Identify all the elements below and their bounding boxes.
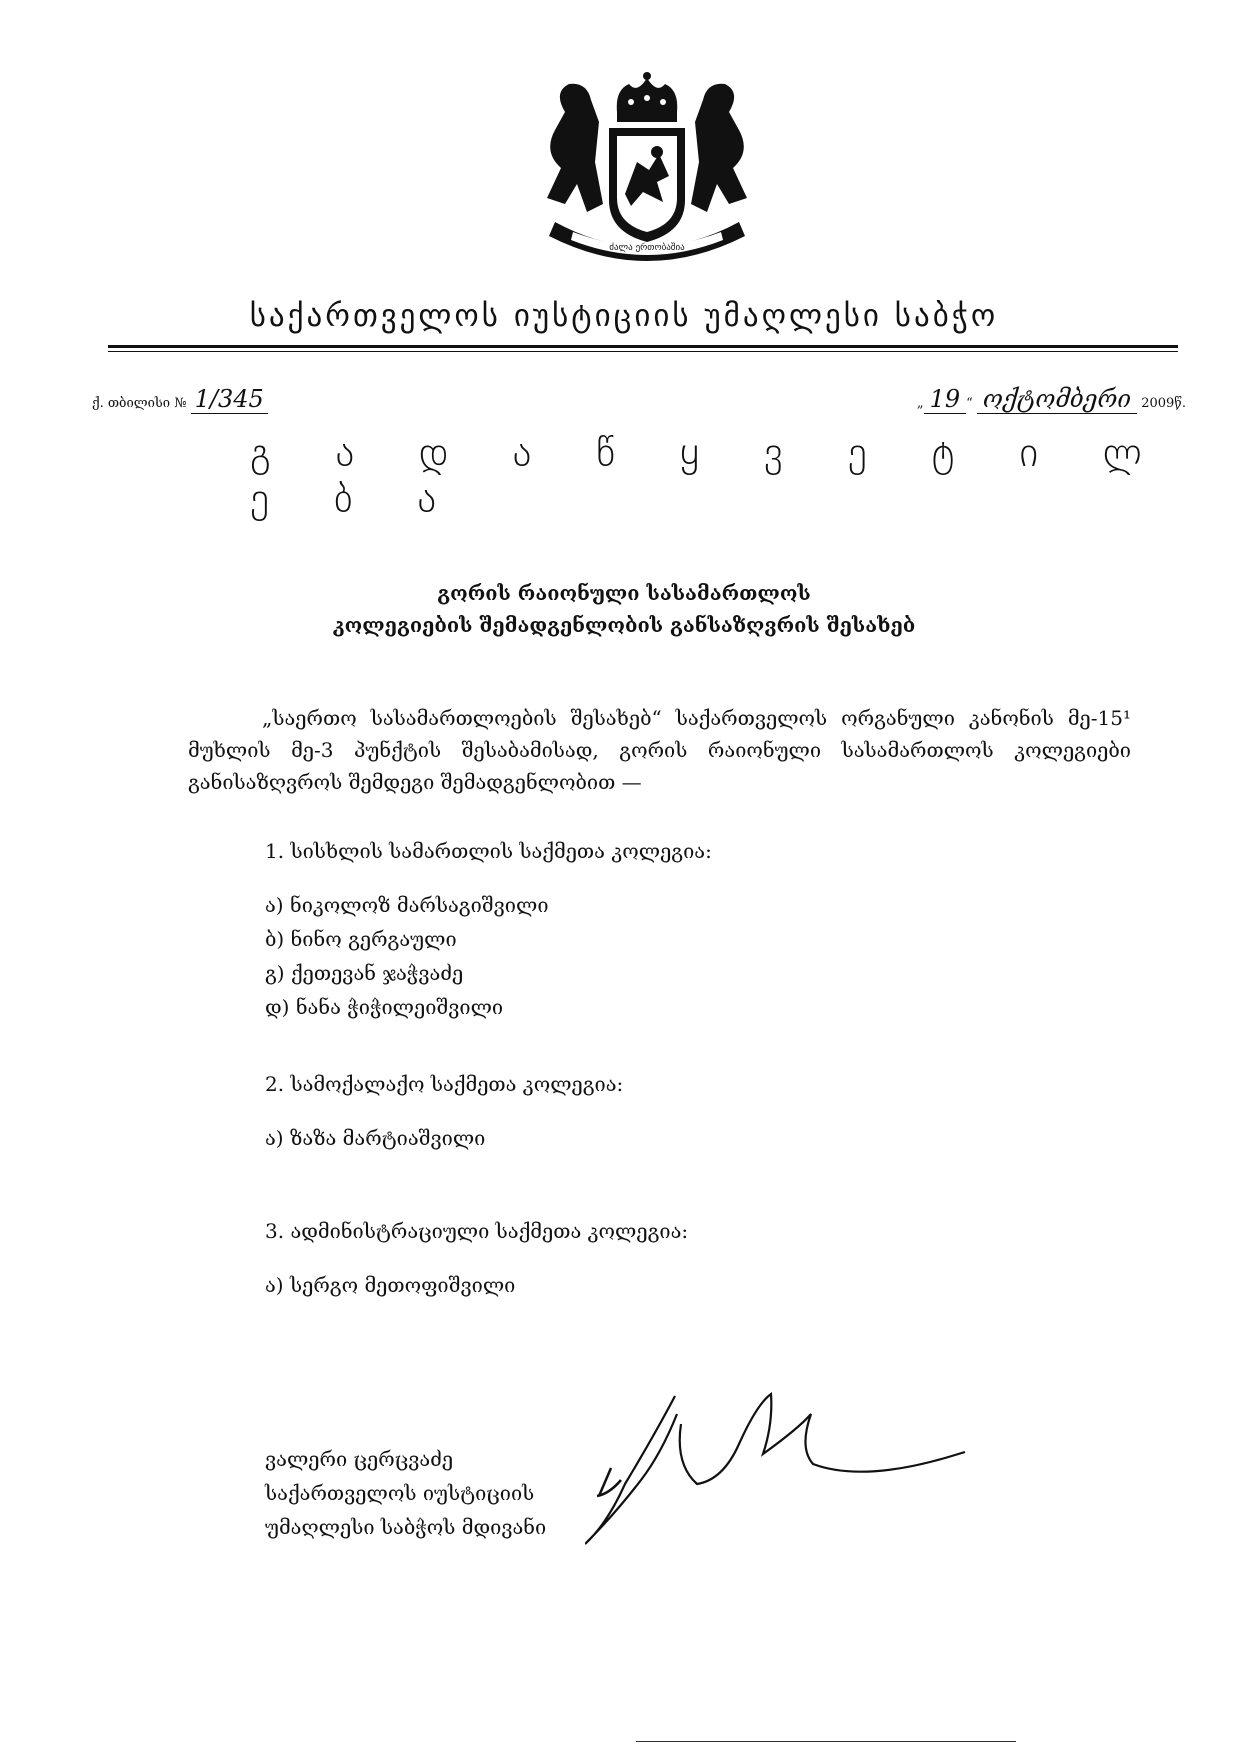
- document-number: [92, 385, 268, 413]
- coat-of-arms-emblem: [525, 72, 769, 277]
- decision-body: [188, 702, 1131, 798]
- member-item: გ) ქეთევან ჯაჭვაძე: [265, 961, 464, 985]
- header-divider: [108, 345, 1178, 352]
- decision-body-text: „საერთო სასამართლოების შესახებ“ საქართველოს ორგანული კანონის მე-15¹ მუხლის მე-3 პუნქტის შესაბამისად, გორის რაიონული სასამართლოს კოლეგიები განისაზღვროს შემდეგი შემადგენლობით —: [188, 706, 1131, 794]
- handwritten-signature: [585, 1384, 1005, 1554]
- document-date-month: ოქტომბერი: [977, 385, 1137, 414]
- signatory-position-line-2: უმაღლესი საბჭოს მდივანი: [265, 1515, 547, 1539]
- document-number-label: ქ. თბილისი №: [92, 396, 187, 411]
- member-item: ა) სერგო მეთოფიშვილი: [265, 1273, 516, 1297]
- footer-divider: [636, 1741, 1016, 1742]
- emblem-motto: ძალა ერთობაშია: [609, 243, 685, 253]
- document-date: „ 19 “ ოქტომბერი 2009წ.: [916, 385, 1186, 413]
- signatory-block: [265, 1442, 546, 1544]
- section-title: 3. ადმინისტრაციული საქმეთა კოლეგია:: [265, 1219, 689, 1243]
- document-date-suffix: წ.: [1174, 396, 1186, 411]
- signatory-name: ვალერი ცერცვაძე: [265, 1447, 454, 1471]
- member-item: ბ) ნინო გერგაული: [265, 927, 457, 951]
- document-type-title: გ ა დ ა წ ყ ვ ე ტ ი ლ ე ბ ა: [250, 430, 1168, 522]
- subject-line-2: კოლეგიების შემადგენლობის განსაზღვრის შესახებ: [332, 613, 916, 637]
- section-title: 2. სამოქალაქო საქმეთა კოლეგია:: [265, 1072, 624, 1096]
- member-item: დ) ნანა ჭიჭილეიშვილი: [265, 995, 504, 1019]
- institution-header: საქართველოს იუსტიციის უმაღლესი საბჭო: [249, 298, 999, 334]
- member-item: ა) ზაზა მარტიაშვილი: [265, 1126, 486, 1150]
- document-number-value: 1/345: [191, 385, 268, 414]
- member-item: ა) ნიკოლოზ მარსაგიშვილი: [265, 893, 549, 917]
- section-title: 1. სისხლის სამართლის საქმეთა კოლეგია:: [265, 839, 712, 863]
- subject-line-1: გორის რაიონული სასამართლოს: [437, 581, 811, 605]
- document-date-day: 19: [924, 385, 967, 414]
- document-subject: [0, 577, 1248, 641]
- signatory-position-line-1: საქართველოს იუსტიციის: [265, 1481, 535, 1505]
- document-date-year: 2009: [1141, 396, 1175, 411]
